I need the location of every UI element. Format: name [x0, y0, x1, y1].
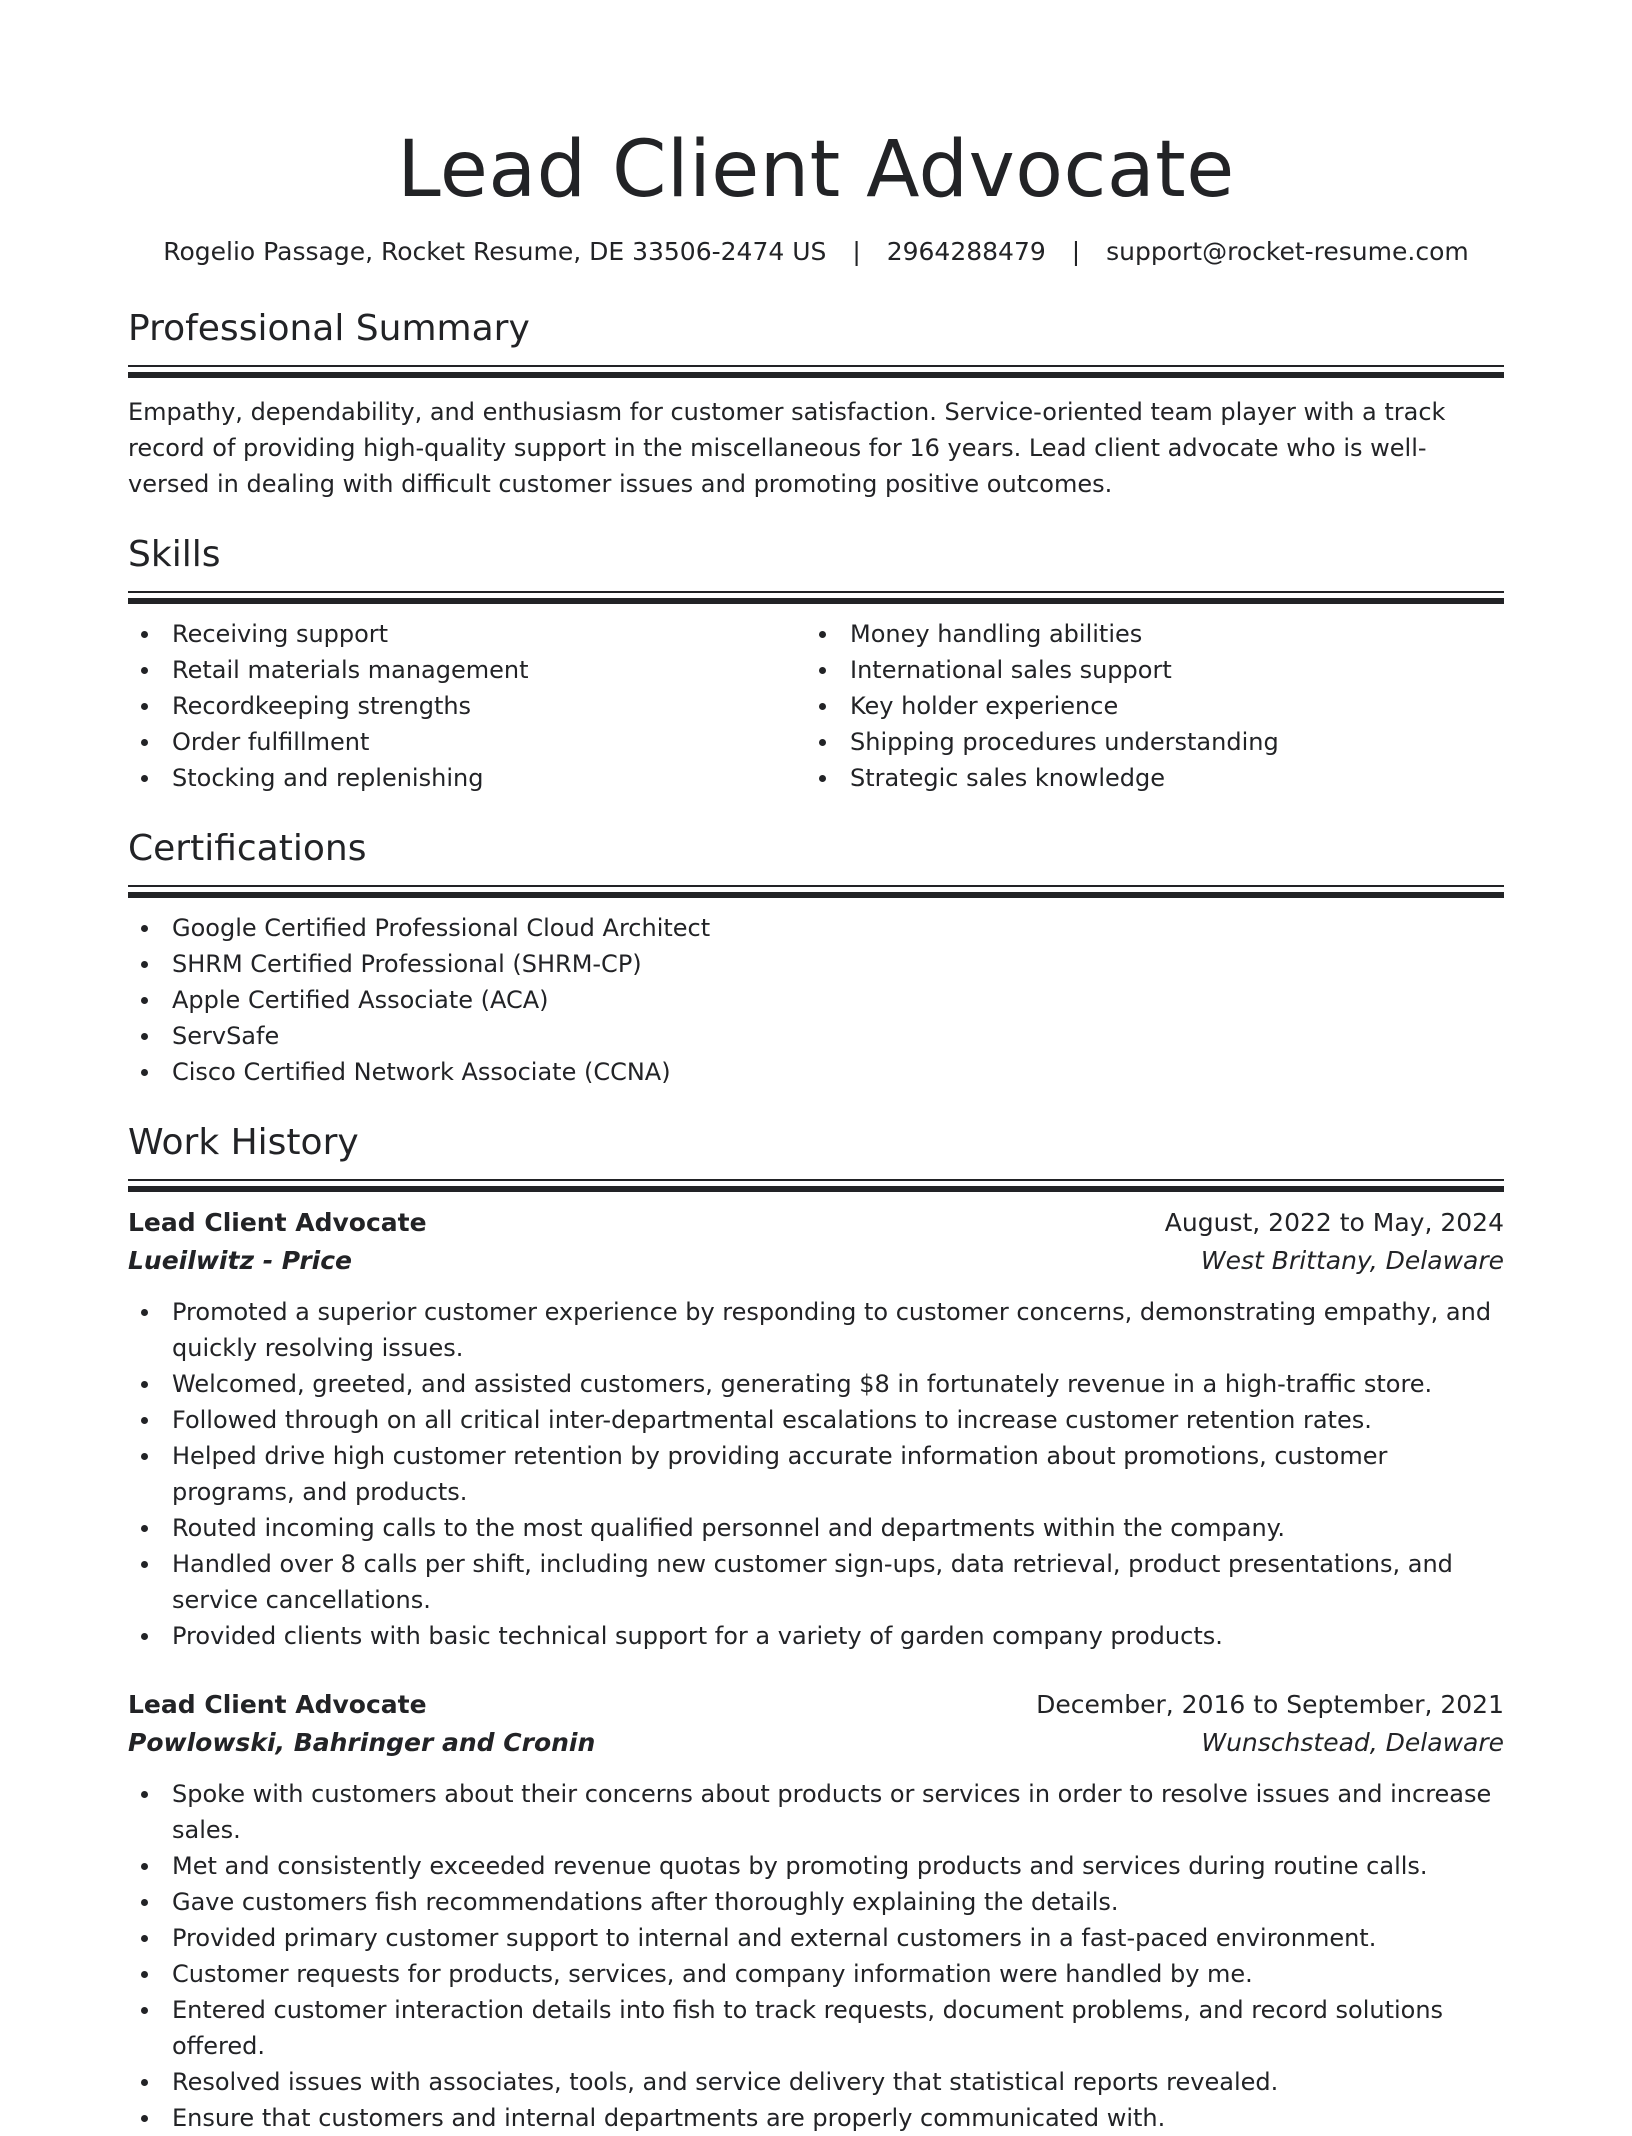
contact-separator: |	[1071, 237, 1081, 266]
job-bullet: Resolved issues with associates, tools, and service delivery that statistical reports revealed.	[128, 2064, 1504, 2100]
certifications-section	[128, 825, 1504, 1090]
job-header-row	[128, 1686, 1504, 1724]
skill-item: Stocking and replenishing	[128, 760, 806, 796]
job-bullet: Entered customer interaction details into fish to track requests, document problems, and record solutions offered.	[128, 1992, 1504, 2064]
job-title: Lead Client Advocate	[128, 1690, 427, 1719]
job-bullet-list	[128, 1776, 1504, 2136]
contact-address: Rogelio Passage, Rocket Resume, DE 33506-2474 US	[163, 237, 827, 266]
job-dates: August, 2022 to May, 2024	[1164, 1208, 1504, 1237]
job-header-row	[128, 1204, 1504, 1242]
skill-item: Retail materials management	[128, 652, 806, 688]
job-bullet-list	[128, 1294, 1504, 1654]
skill-item: Shipping procedures understanding	[806, 724, 1484, 760]
certification-item: Google Certified Professional Cloud Architect	[128, 910, 1504, 946]
job-company: Powlowski, Bahringer and Cronin	[128, 1728, 596, 1757]
section-divider	[128, 365, 1504, 372]
job-location: Wunschstead, Delaware	[1201, 1728, 1504, 1757]
job-bullet: Followed through on all critical inter-departmental escalations to increase customer retention rates.	[128, 1402, 1504, 1438]
job-location: West Brittany, Delaware	[1200, 1246, 1504, 1275]
skill-item: Key holder experience	[806, 688, 1484, 724]
job-bullet: Provided primary customer support to internal and external customers in a fast-paced environment.	[128, 1920, 1504, 1956]
resume-page	[128, 0, 1504, 2136]
certifications-heading: Certifications	[128, 828, 367, 869]
skills-list-right	[806, 616, 1484, 796]
skill-item: Receiving support	[128, 616, 806, 652]
summary-text: Empathy, dependability, and enthusiasm for customer satisfaction. Service-oriented team player with a track record of providing high-quality support in the miscellaneous for 16 years. Lead client advocate who is well-versed in dealing with difficult customer issues and promoting positive outcomes.	[128, 398, 1446, 498]
skills-list-left	[128, 616, 806, 796]
job-bullet: Routed incoming calls to the most qualified personnel and departments within the company.	[128, 1510, 1504, 1546]
job-bullet: Welcomed, greeted, and assisted customers, generating $8 in fortunately revenue in a high-traffic store.	[128, 1366, 1504, 1402]
job-entry	[128, 1686, 1504, 2136]
job-bullet: Gave customers fish recommendations after thoroughly explaining the details.	[128, 1884, 1504, 1920]
job-bullet: Ensure that customers and internal departments are properly communicated with.	[128, 2100, 1504, 2136]
skills-heading: Skills	[128, 534, 221, 575]
certification-item: Apple Certified Associate (ACA)	[128, 982, 1504, 1018]
job-bullet: Helped drive high customer retention by providing accurate information about promotions, customer programs, and products.	[128, 1438, 1504, 1510]
job-bullet: Handled over 8 calls per shift, including new customer sign-ups, data retrieval, product presentations, and service cancellations.	[128, 1546, 1504, 1618]
section-divider	[128, 1179, 1504, 1186]
job-bullet: Customer requests for products, services, and company information were handled by me.	[128, 1956, 1504, 1992]
job-title: Lead Client Advocate	[128, 1208, 427, 1237]
work-history-section	[128, 1119, 1504, 2136]
skills-section	[128, 531, 1504, 796]
contact-phone: 2964288479	[886, 237, 1046, 266]
certification-item: ServSafe	[128, 1018, 1504, 1054]
job-dates: December, 2016 to September, 2021	[1036, 1690, 1504, 1719]
work-history-heading: Work History	[128, 1122, 359, 1163]
contact-separator: |	[852, 237, 861, 266]
job-company-row	[128, 1724, 1504, 1762]
skill-item: Order fulfillment	[128, 724, 806, 760]
certifications-list	[128, 910, 1504, 1090]
certification-item: SHRM Certified Professional (SHRM-CP)	[128, 946, 1504, 982]
skills-grid	[128, 616, 1504, 796]
certification-item: Cisco Certified Network Associate (CCNA)	[128, 1054, 1504, 1090]
job-bullet: Met and consistently exceeded revenue quotas by promoting products and services during routine calls.	[128, 1848, 1504, 1884]
job-bullet: Spoke with customers about their concerns about products or services in order to resolve issues and increase sales.	[128, 1776, 1504, 1848]
contact-line	[128, 234, 1504, 270]
job-bullet: Promoted a superior customer experience by responding to customer concerns, demonstrating empathy, and quickly resolving issues.	[128, 1294, 1504, 1366]
skill-item: International sales support	[806, 652, 1484, 688]
section-divider	[128, 591, 1504, 598]
resume-title: Lead Client Advocate	[397, 125, 1235, 215]
job-company: Lueilwitz - Price	[128, 1246, 352, 1275]
job-company-row	[128, 1242, 1504, 1280]
summary-heading: Professional Summary	[128, 308, 530, 349]
skill-item: Money handling abilities	[806, 616, 1484, 652]
job-entry	[128, 1204, 1504, 1654]
skill-item: Recordkeeping strengths	[128, 688, 806, 724]
summary-section	[128, 305, 1504, 502]
skill-item: Strategic sales knowledge	[806, 760, 1484, 796]
job-bullet: Provided clients with basic technical support for a variety of garden company products.	[128, 1618, 1504, 1654]
contact-email: support@rocket-resume.com	[1106, 237, 1469, 266]
section-divider	[128, 885, 1504, 892]
